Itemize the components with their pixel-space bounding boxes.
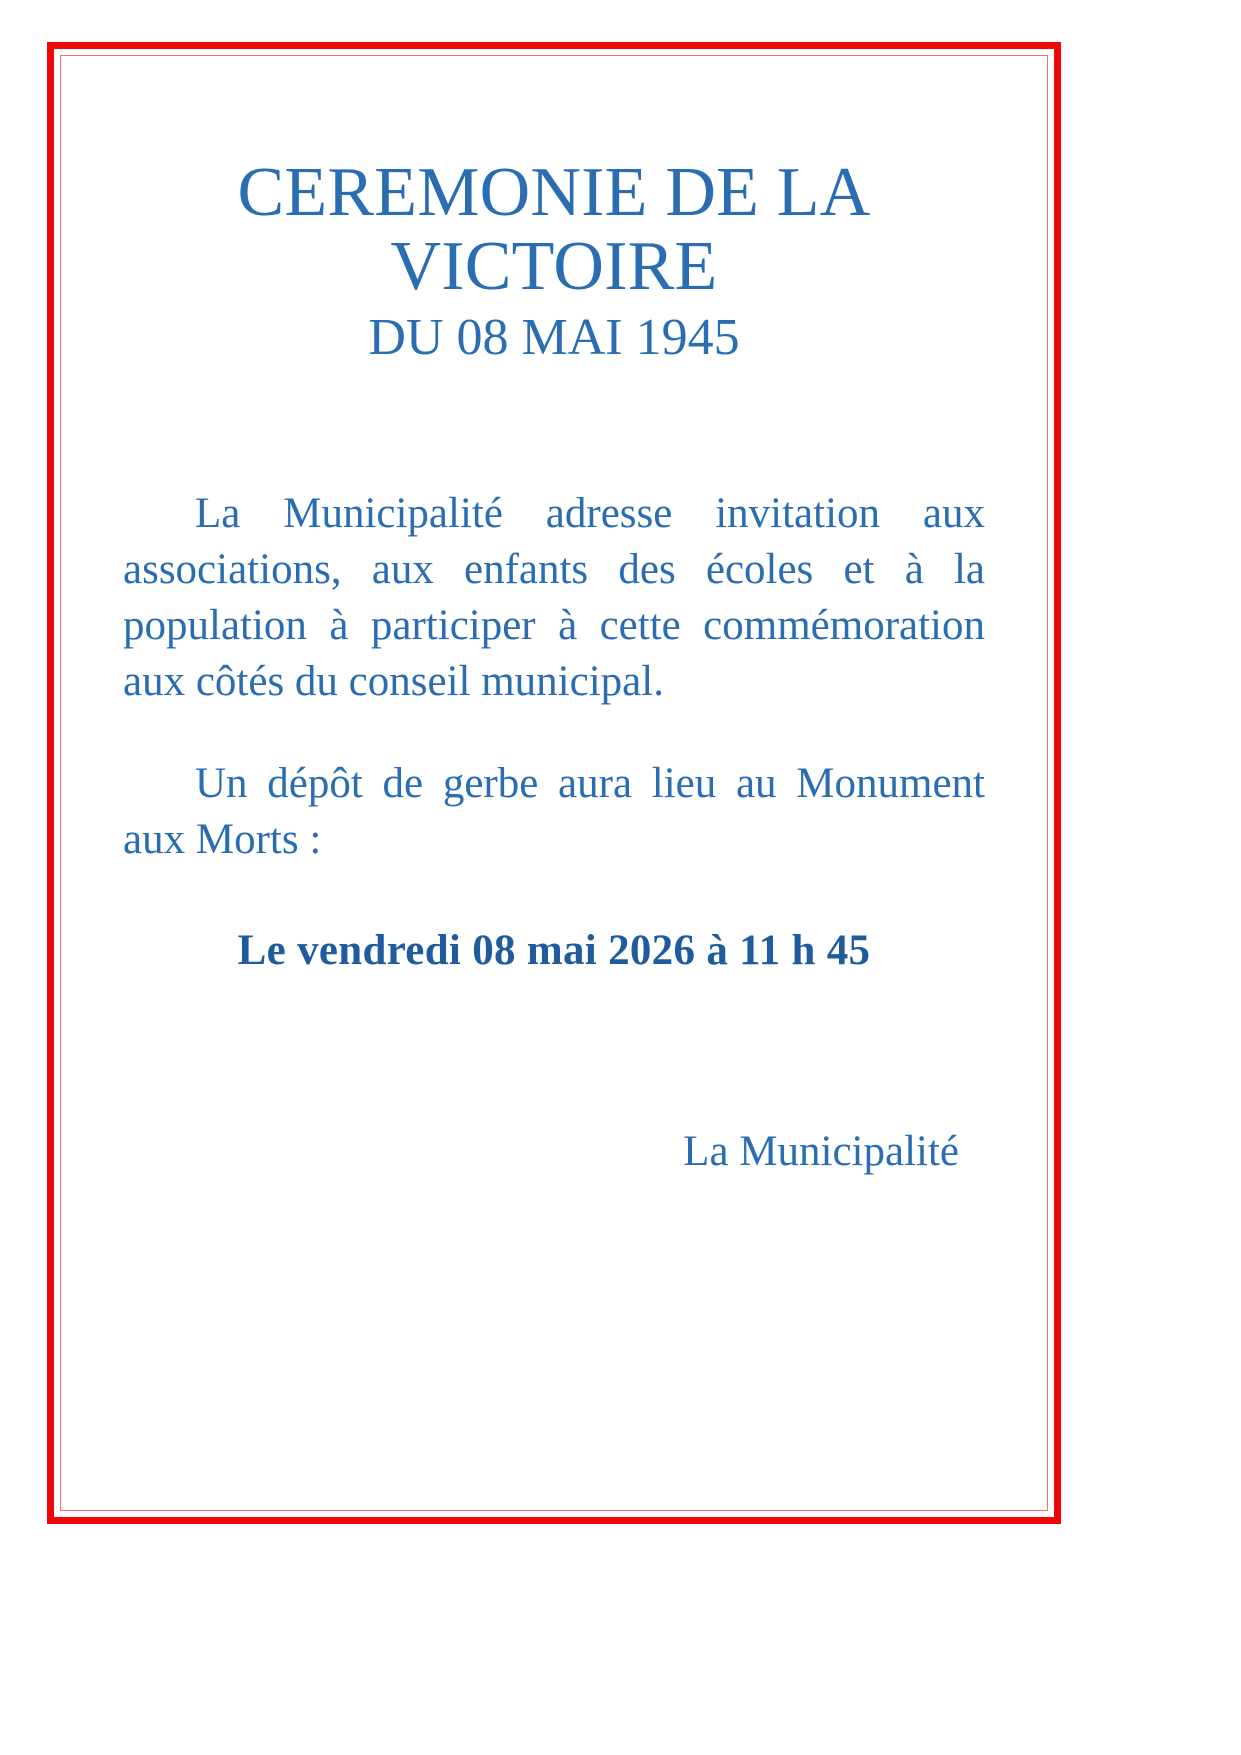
page-subtitle: DU 08 MAI 1945 [368,309,740,367]
page-title-line-1: CEREMONIE DE LA [237,154,871,231]
page-title [123,156,985,304]
poster-page [47,42,1061,1524]
paragraph-wreath: Un dépôt de gerbe aura lieu au Monument aux Morts : [123,759,985,863]
page-title-line-2: VICTOIRE [390,228,718,306]
paragraph-invitation: La Municipalité adresse invitation aux associations, aux enfants des écoles et à la population à participer à cette commémoration aux côtés du conseil municipal. [123,490,985,705]
signature: La Municipalité [683,1127,959,1175]
body-content [123,486,985,1175]
poster-inner-frame [60,55,1048,1511]
event-date: Le vendredi 08 mai 2026 à 11 h 45 [237,926,871,974]
